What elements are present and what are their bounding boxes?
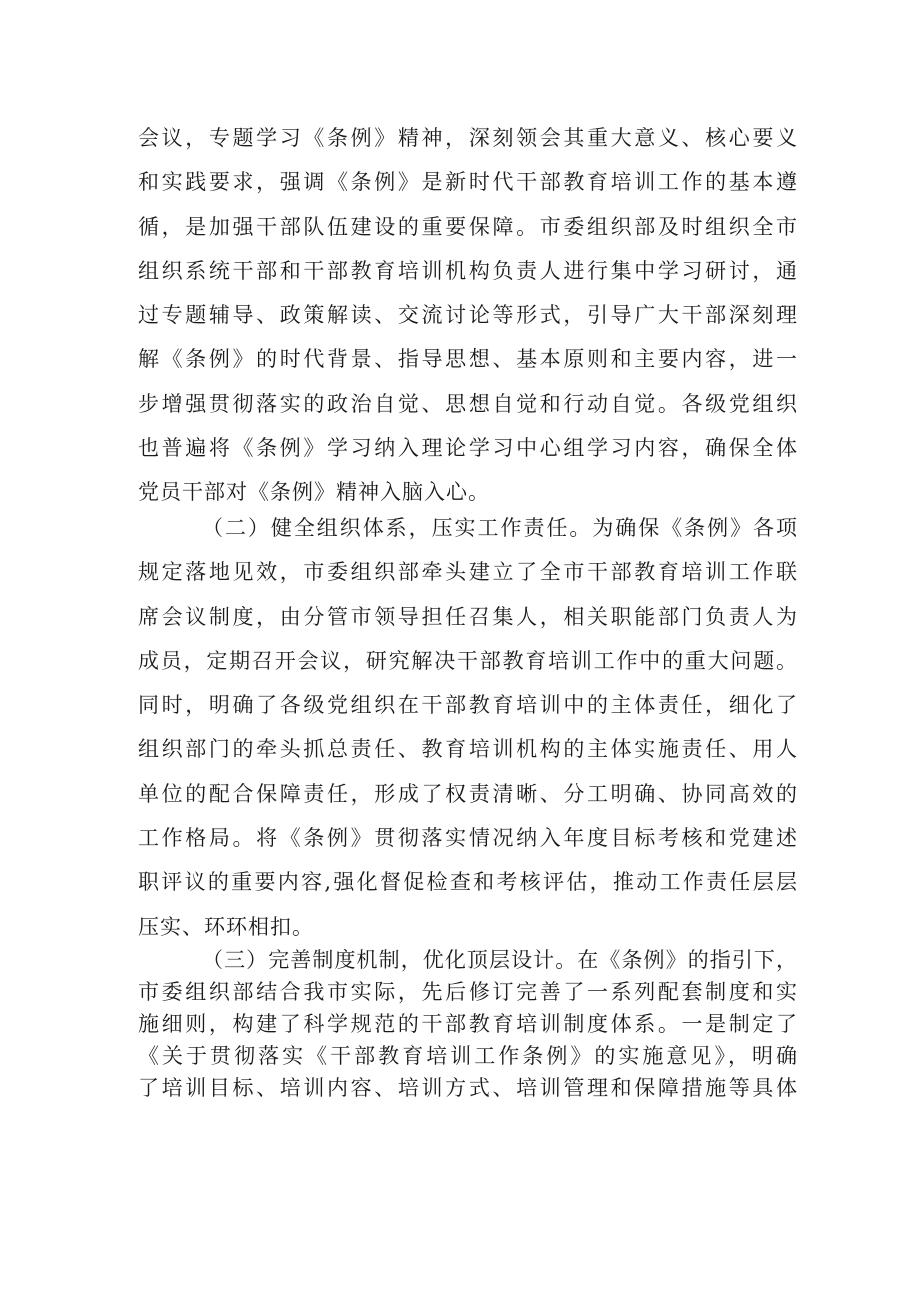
text-line: 压实、环环相扣。 — [138, 914, 314, 939]
paragraph-2 — [138, 506, 798, 949]
text-line: 市委组织部结合我市实际，先后修订完善了一系列配套制度和实 — [138, 980, 798, 1004]
paragraph-3 — [138, 944, 798, 1104]
text-line: 过专题辅导、政策解读、交流讨论等形式，引导广大干部深刻理 — [138, 303, 798, 328]
text-line: 会议，专题学习《条例》精神，深刻领会其重大意义、核心要义 — [138, 126, 798, 150]
text-line: 施细则，构建了科学规范的干部教育培训制度体系。一是制定了 — [138, 1012, 798, 1036]
text-line: 《关于贯彻落实《干部教育培训工作条例》的实施意见》，明确 — [138, 1044, 798, 1068]
text-line: 单位的配合保障责任，形成了权责清晰、分工明确、协同高效的 — [138, 781, 798, 806]
text-line: 步增强贯彻落实的政治自觉、思想自觉和行动自觉。各级党组织 — [138, 391, 798, 416]
text-line: 也普遍将《条例》学习纳入理论学习中心组学习内容，确保全体 — [138, 436, 798, 461]
text-line: 循，是加强干部队伍建设的重要保障。市委组织部及时组织全市 — [138, 214, 798, 239]
text-line: 解《条例》的时代背景、指导思想、基本原则和主要内容，进一 — [138, 347, 798, 372]
text-line: 党员干部对《条例》精神入脑入心。 — [138, 480, 490, 505]
text-line: （二）健全组织体系，压实工作责任。为确保《条例》各项 — [202, 516, 798, 540]
text-line: （三）完善制度机制，优化顶层设计。在《条例》的指引下， — [202, 948, 798, 972]
text-line: 职评议的重要内容,强化督促检查和考核评估，推动工作责任层层 — [138, 870, 798, 895]
text-line: 和实践要求，强调《条例》是新时代干部教育培训工作的基本遵 — [138, 170, 798, 195]
text-line: 规定落地见效，市委组织部牵头建立了全市干部教育培训工作联 — [138, 560, 798, 585]
text-line: 组织部门的牵头抓总责任、教育培训机构的主体实施责任、用人 — [138, 737, 798, 762]
paragraph-1 — [138, 116, 798, 515]
text-line: 成员，定期召开会议，研究解决干部教育培训工作中的重大问题。 — [138, 648, 798, 673]
text-line: 了培训目标、培训内容、培训方式、培训管理和保障措施等具体 — [138, 1076, 798, 1100]
text-line: 席会议制度，由分管市领导担任召集人，相关职能部门负责人为 — [138, 604, 798, 629]
text-line: 组织系统干部和干部教育培训机构负责人进行集中学习研讨，通 — [138, 258, 798, 283]
text-line: 工作格局。将《条例》贯彻落实情况纳入年度目标考核和党建述 — [138, 826, 798, 851]
text-line: 同时，明确了各级党组织在干部教育培训中的主体责任，细化了 — [138, 693, 798, 718]
